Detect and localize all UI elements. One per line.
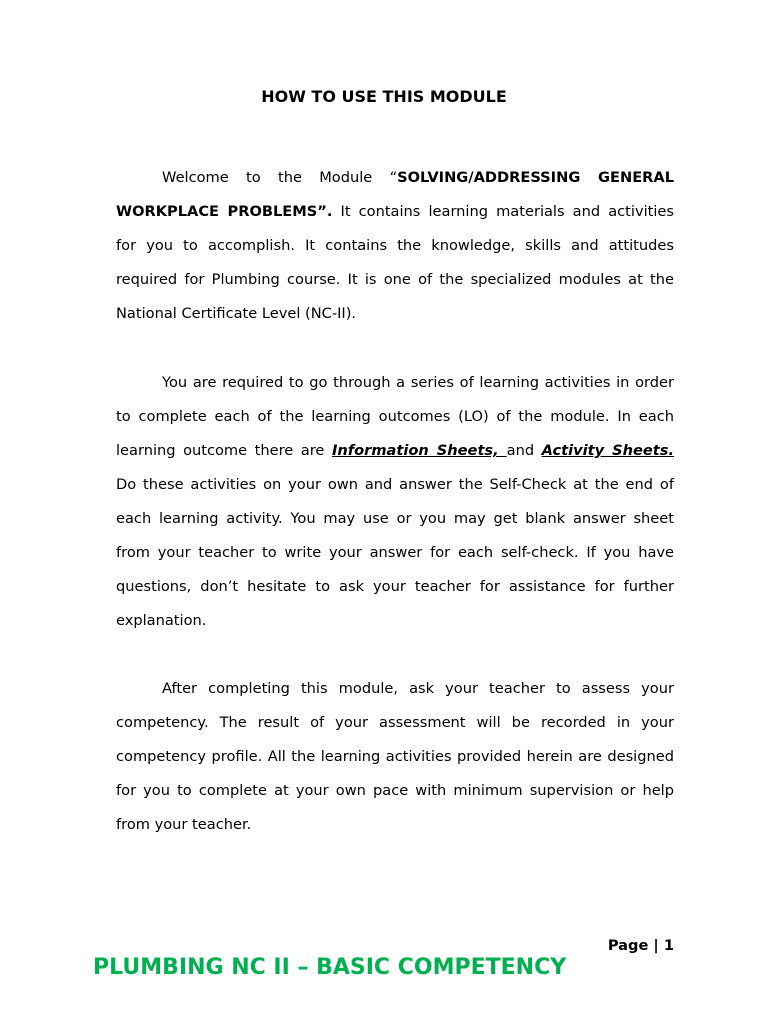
activities-rest: Do these activities on your own and answer the Self-Check at the end of each learning activity. You may use or you may get blank answer sheet from your teacher to write your answer for each self-check. If you have questions, don’t hesitate to ask your teacher for assistance for further explanation. — [116, 476, 674, 629]
module-heading: HOW TO USE THIS MODULE — [261, 87, 507, 106]
welcome-rest: It contains learning materials and activities for you to accomplish. It contains the knowledge, skills and attitudes required for Plumbing course. It is one of the specialized modules at the National Certificate Level (NC-II). — [116, 203, 674, 322]
and-connector: and — [506, 442, 542, 459]
assessment-text: After completing this module, ask your teacher to assess your competency. The result of your assessment will be recorded in your competency profile. All the learning activities provided herein are designed for you to complete at your own pace with minimum supervision or help from your teacher. — [116, 680, 674, 833]
welcome-lead: Welcome to the Module “ — [162, 169, 398, 186]
paragraph-welcome — [116, 161, 674, 331]
information-sheets-term: Information Sheets, — [331, 442, 507, 459]
page-number: Page | 1 — [607, 937, 674, 954]
course-title-footer: PLUMBING NC II – BASIC COMPETENCY — [93, 955, 567, 980]
module-name: SOLVING/ADDRESSING GENERAL WORKPLACE PROBLEMS”. — [116, 169, 674, 220]
paragraph-assessment — [116, 672, 674, 842]
activities-lead: You are required to go through a series of learning activities in order to complete each of the learning outcomes (LO) of the module. In each learning outcome there are — [116, 374, 674, 459]
paragraph-activities — [116, 366, 674, 638]
activity-sheets-term: Activity Sheets. — [541, 442, 674, 459]
